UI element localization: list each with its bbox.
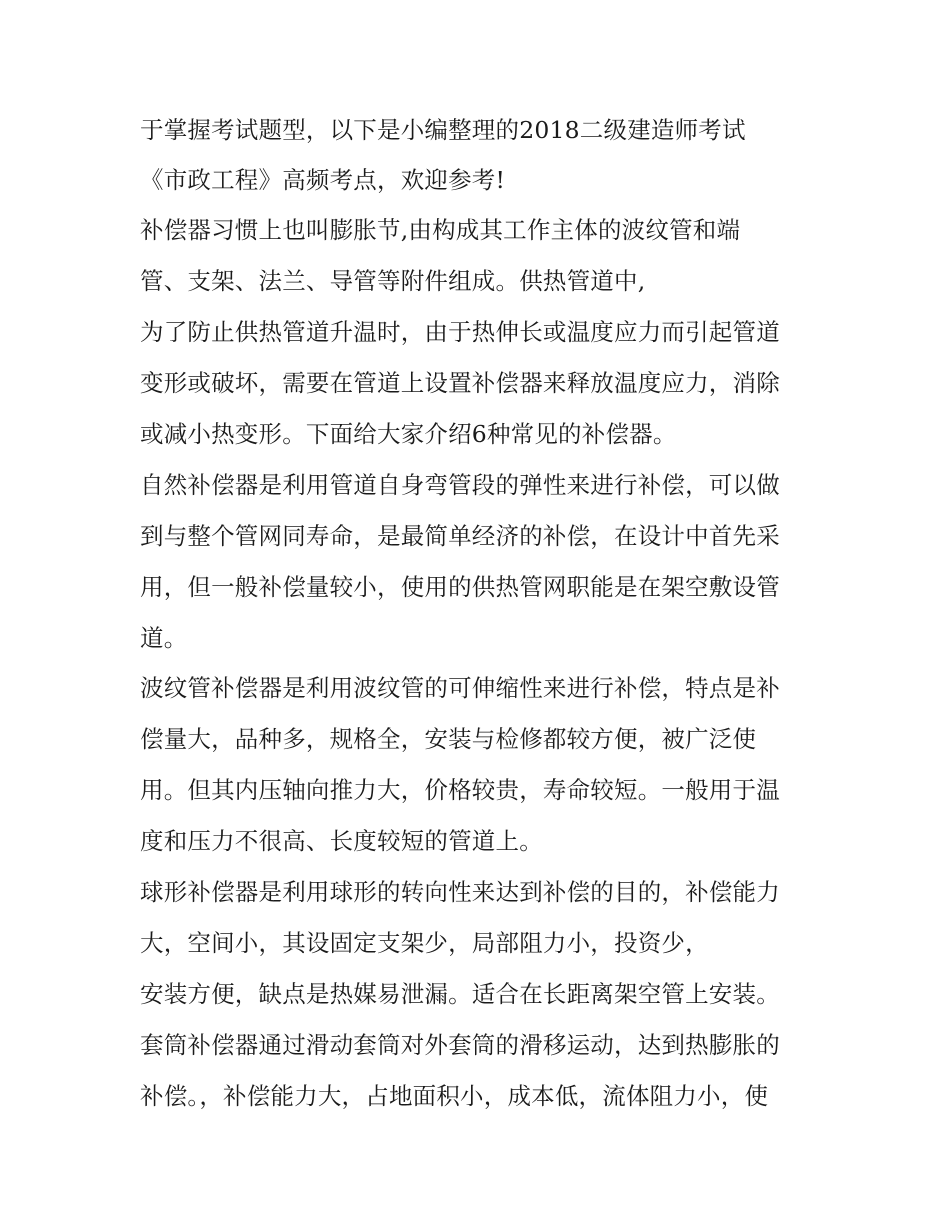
text-line-1: 于掌握考试题型，以下是小编整理的2018二级建造师考试 [140, 116, 746, 144]
text-line-18: 安装方便，缺点是热媒易泄漏。适合在长距离架空管上安装。 [140, 980, 780, 1008]
text-line-10: 用，但一般补偿量较小，使用的供热管网职能是在架空敷设管 [140, 573, 780, 601]
text-line-15: 度和压力不很高、长度较短的管道上。 [140, 827, 543, 855]
text-line-19: 套筒补偿器通过滑动套筒对外套筒的滑移运动，达到热膨胀的 [140, 1031, 780, 1059]
text-line-6: 变形或破坏，需要在管道上设置补偿器来释放温度应力，消除 [140, 369, 780, 397]
text-line-4: 管、支架、法兰、导管等附件组成。供热管道中, [140, 267, 646, 295]
text-line-5: 为了防止供热管道升温时，由于热伸长或温度应力而引起管道 [140, 318, 780, 346]
text-line-8: 自然补偿器是利用管道自身弯管段的弹性来进行补偿，可以做 [140, 471, 780, 499]
text-line-20: 补偿。，补偿能力大，占地面积小，成本低，流体阻力小，使 [140, 1082, 769, 1110]
text-line-3: 补偿器习惯上也叫膨胀节,由构成其工作主体的波纹管和端 [140, 216, 741, 244]
text-line-7: 或减小热变形。下面给大家介绍6种常见的补偿器。 [140, 420, 677, 448]
text-line-9: 到与整个管网同寿命，是最简单经济的补偿，在设计中首先采 [140, 522, 780, 550]
text-line-11: 道。 [140, 624, 188, 652]
text-line-14: 用。但其内压轴向推力大，价格较贵，寿命较短。一般用于温 [140, 776, 780, 804]
text-line-2: 《市政工程》高频考点，欢迎参考! [140, 166, 506, 194]
text-line-13: 偿量大，品种多，规格全，安装与检修都较方便，被广泛使 [140, 725, 757, 753]
text-line-12: 波纹管补偿器是利用波纹管的可伸缩性来进行补偿，特点是补 [140, 674, 780, 702]
text-line-17: 大，空间小，其设固定支架少，局部阻力小，投资少， [140, 929, 709, 957]
text-line-16: 球形补偿器是利用球形的转向性来达到补偿的目的，补偿能力 [140, 878, 780, 906]
